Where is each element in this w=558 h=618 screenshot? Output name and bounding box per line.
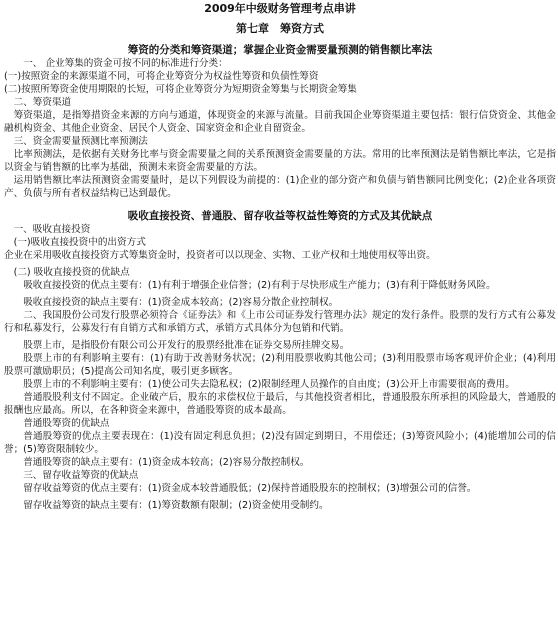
paragraph: 筹资渠道，是指筹措资金来源的方向与通道，体现资金的来源与流量。目前我国企业筹资渠道主要包括：银行信贷资金、其他金融机构资金、其他企业资金、居民个人资金、国家资金和企业自留资金。: [4, 110, 556, 134]
section-title-equity-financing: 吸收直接投资、普通股、留存收益等权益性筹资的方式及其优缺点: [127, 210, 433, 222]
chapter-title: 第七章 筹资方式: [236, 22, 324, 35]
paragraph: 普通股筹资的优点主要表现在：(1)没有固定利息负担；(2)没有固定到期日，不用偿还；(3)筹资风险小；(4)能增加公司的信誉；(5)筹资限制较少。: [4, 431, 556, 455]
paragraph: (一)吸收直接投资中的出资方式: [13, 237, 146, 248]
paragraph: 普通股股利支付不固定。企业破产后，股东的求偿权位于最后，与其他投资者相比，普通股股东所承担的风险最大，普通股的报酬也应最高。所以，在各种资金来源中，普通股筹资的成本最高。: [4, 392, 556, 416]
paragraph: 一、吸收直接投资: [13, 224, 91, 235]
paragraph: 三、资金需要量预测比率预测法: [13, 136, 148, 147]
paragraph: 运用销售额比率法预测资金需要量时，是以下列假设为前提的：(1)企业的部分资产和负债与销售额同比例变化；(2)企业各项资产、负债与所有者权益结构已达到最优。: [4, 175, 556, 199]
paragraph: 普通股筹资的优缺点: [23, 418, 110, 429]
paragraph: 企业在采用吸收直接投资方式筹集资金时，投资者可以以现金、实物、工业产权和土地使用权等出资。: [4, 250, 436, 261]
document-title: 2009年中级财务管理考点串讲: [204, 2, 356, 15]
paragraph: 股票上市的不利影响主要有：(1)使公司失去隐私权；(2)限制经理人员操作的自由度；(3)公开上市需要很高的费用。: [23, 379, 515, 390]
paragraph: (二) 吸收直接投资的优缺点: [13, 267, 130, 278]
paragraph: 一、 企业筹集的资金可按不同的标准进行分类：: [23, 58, 228, 69]
paragraph: (二)按照所筹资金使用期限的长短，可将企业筹资分为短期资金筹集与长期资金筹集: [4, 84, 357, 95]
paragraph: 二、我国股份公司发行股票必须符合《证券法》和《上市公司证券发行管理办法》规定的发行条件。股票的发行方式有公募发行和私募发行，公募发行有自销方式和承销方式，承销方式具体分为包销和代销。: [4, 310, 556, 334]
paragraph: 留存收益筹资的优点主要有：(1)资金成本较普通股低；(2)保持普通股股东的控制权；(3)增强公司的信誉。: [23, 483, 477, 494]
paragraph: 三、留存收益筹资的优缺点: [23, 470, 139, 481]
paragraph: 二、筹资渠道: [13, 97, 72, 108]
paragraph: 比率预测法，是依据有关财务比率与资金需要量之间的关系预测资金需要量的方法。常用的比率预测法是销售额比率法，它是指以资金与销售额的比率为基础，预测未来资金需要量的方法。: [4, 149, 556, 173]
paragraph: (一)按照资金的来源渠道不同，可将企业筹资分为权益性筹资和负债性筹资: [4, 71, 319, 82]
paragraph: 吸收直接投资的缺点主要有：(1)资金成本较高；(2)容易分散企业控制权。: [23, 297, 339, 308]
paragraph: 吸收直接投资的优点主要有：(1)有利于增强企业信誉；(2)有利于尽快形成生产能力；(3)有利于降低财务风险。: [23, 280, 496, 291]
section-title-financing-classification: 筹资的分类和筹资渠道；掌握企业资金需要量预测的销售额比率法: [127, 44, 433, 56]
paragraph: 股票上市的有利影响主要有：(1)有助于改善财务状况；(2)利用股票收购其他公司；(3)利用股票市场客观评价企业；(4)利用股票可激励职员；(5)提高公司知名度，吸引更多顾客。: [4, 353, 556, 377]
paragraph: 普通股筹资的缺点主要有：(1)资金成本较高；(2)容易分散控制权。: [23, 457, 310, 468]
paragraph: 留存收益筹资的缺点主要有：(1)筹资数额有限制；(2)资金使用受制约。: [23, 500, 329, 511]
paragraph: 股票上市，是指股份有限公司公开发行的股票经批准在证券交易所挂牌交易。: [23, 340, 350, 351]
